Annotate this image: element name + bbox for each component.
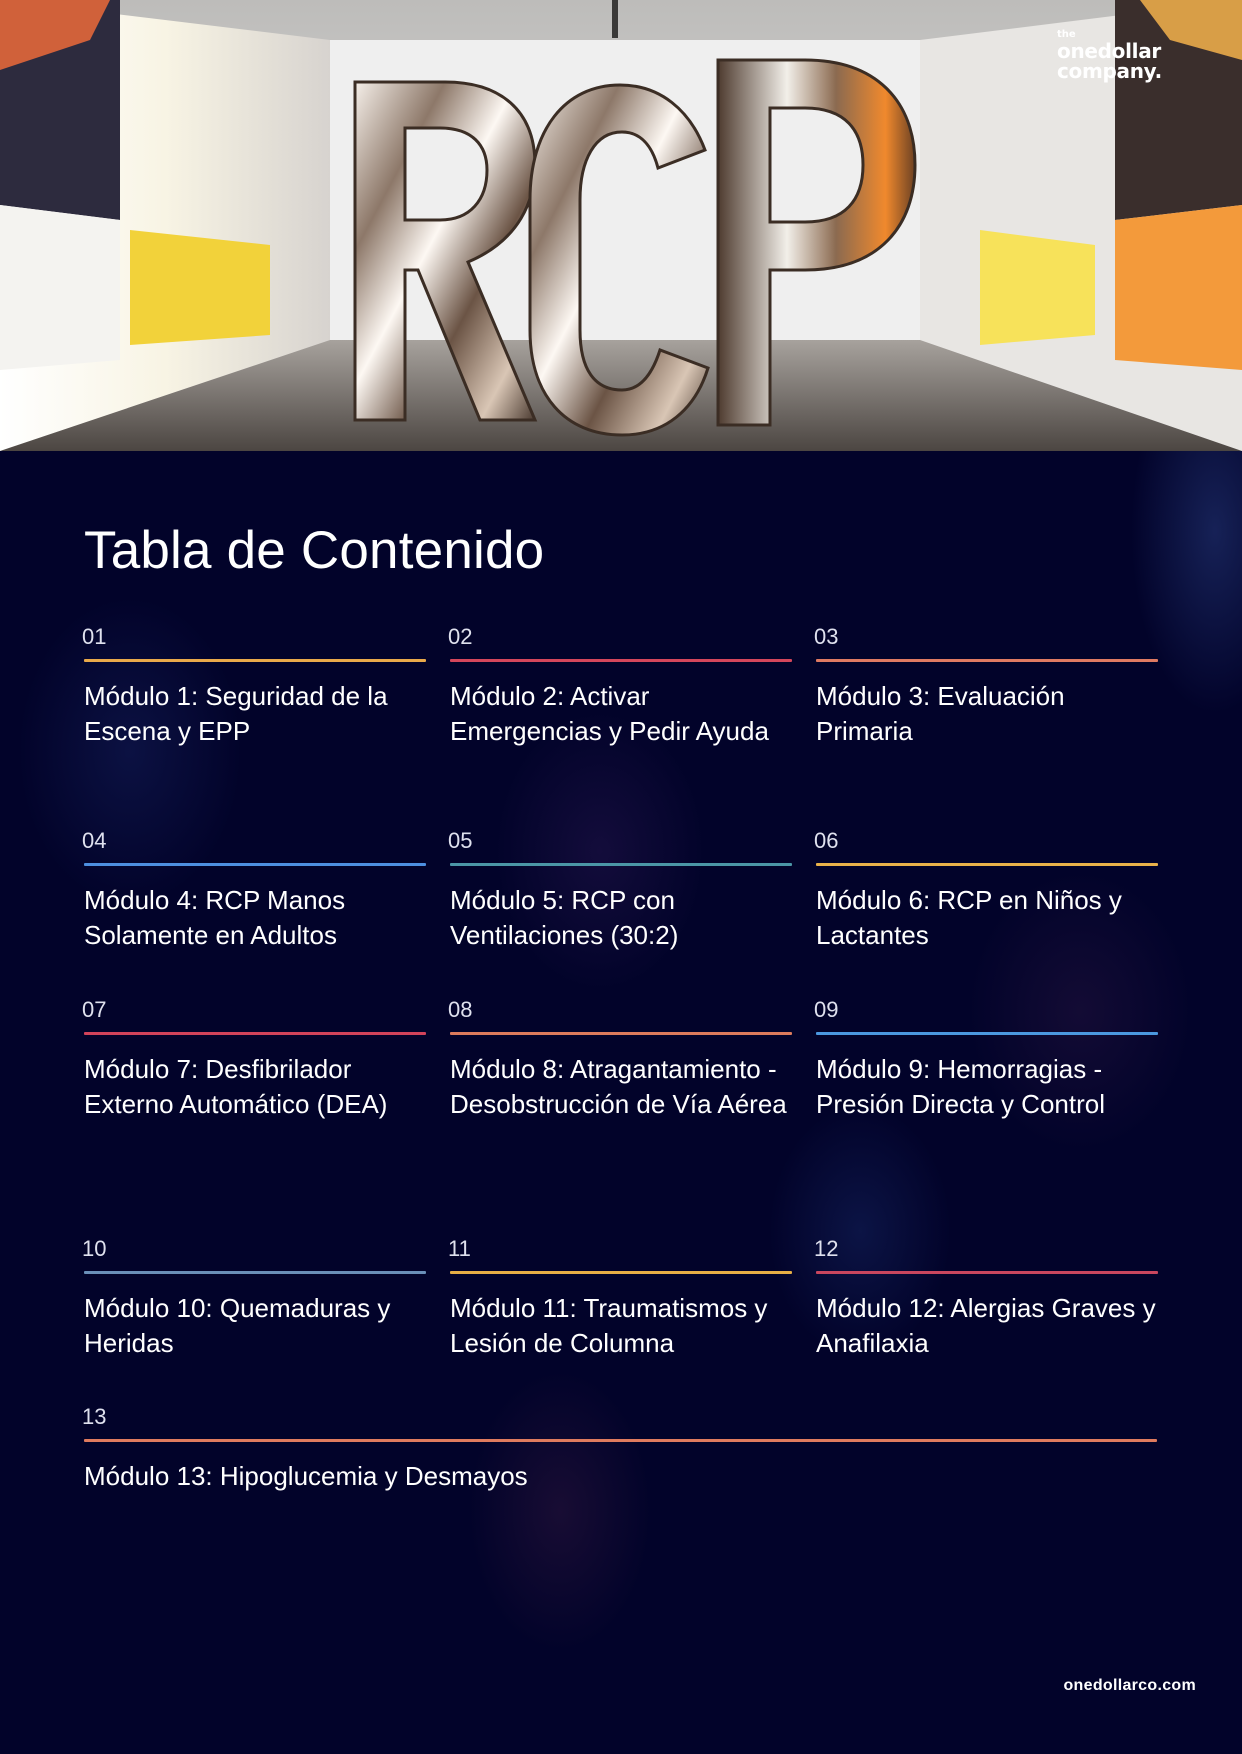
module-title: Módulo 5: RCP con Ventilaciones (30:2)	[450, 885, 679, 950]
module-number: 03	[814, 624, 839, 649]
toc-item-04[interactable]	[84, 826, 426, 953]
module-title: Módulo 3: Evaluación Primaria	[816, 681, 1065, 746]
toc-item-10[interactable]	[84, 1234, 426, 1361]
brand-logo	[1057, 30, 1187, 81]
module-number: 07	[82, 997, 107, 1022]
toc-item-06[interactable]	[816, 826, 1158, 953]
module-title: Módulo 11: Traumatismos y Lesión de Columna	[450, 1293, 768, 1358]
module-title: Módulo 1: Seguridad de la Escena y EPP	[84, 681, 388, 746]
module-number: 05	[448, 828, 473, 853]
module-number: 02	[448, 624, 473, 649]
module-divider	[816, 1271, 1158, 1274]
website-link[interactable]: onedollarco.com	[1063, 1677, 1196, 1694]
module-number: 10	[82, 1236, 107, 1261]
module-divider	[816, 863, 1158, 866]
module-title: Módulo 9: Hemorragias - Presión Directa y Control	[816, 1054, 1105, 1119]
module-title: Módulo 12: Alergias Graves y Anafilaxia	[816, 1293, 1156, 1358]
toc-item-13[interactable]	[84, 1402, 1157, 1494]
module-number: 11	[448, 1236, 471, 1261]
module-number: 13	[82, 1404, 107, 1429]
module-title: Módulo 2: Activar Emergencias y Pedir Ayuda	[450, 681, 769, 746]
logo-line-1: onedollar	[1057, 39, 1161, 63]
module-number: 06	[814, 828, 839, 853]
toc-item-03[interactable]	[816, 622, 1158, 749]
module-divider	[84, 863, 426, 866]
logo-line-2: company.	[1057, 59, 1162, 83]
module-title: Módulo 8: Atragantamiento - Desobstrucción de Vía Aérea	[450, 1054, 787, 1119]
module-number: 08	[448, 997, 473, 1022]
toc-item-07[interactable]	[84, 995, 426, 1122]
module-divider	[450, 1032, 792, 1035]
toc-item-09[interactable]	[816, 995, 1158, 1122]
logo-the: the	[1057, 29, 1076, 40]
module-title: Módulo 4: RCP Manos Solamente en Adultos	[84, 885, 346, 950]
module-number: 09	[814, 997, 839, 1022]
module-title: Módulo 7: Desfibrilador Externo Automático (DEA)	[84, 1054, 388, 1119]
module-divider	[816, 659, 1158, 662]
toc-item-05[interactable]	[450, 826, 792, 953]
toc-item-02[interactable]	[450, 622, 792, 749]
toc-item-01[interactable]	[84, 622, 426, 749]
module-divider	[84, 1271, 426, 1274]
module-number: 04	[82, 828, 107, 853]
module-number: 01	[82, 624, 107, 649]
module-divider	[450, 1271, 792, 1274]
module-title: Módulo 6: RCP en Niños y Lactantes	[816, 885, 1122, 950]
module-divider	[84, 1439, 1157, 1442]
module-number: 12	[814, 1236, 839, 1261]
module-divider	[816, 1032, 1158, 1035]
hero-rcp-illustration	[0, 0, 1242, 451]
module-title: Módulo 13: Hipoglucemia y Desmayos	[84, 1461, 528, 1491]
module-title: Módulo 10: Quemaduras y Heridas	[84, 1293, 391, 1358]
module-divider	[450, 863, 792, 866]
hero-image	[0, 0, 1242, 451]
toc-item-12[interactable]	[816, 1234, 1158, 1361]
page-title: Tabla de Contenido	[84, 521, 545, 580]
toc-item-08[interactable]	[450, 995, 792, 1122]
module-divider	[450, 659, 792, 662]
module-divider	[84, 659, 426, 662]
toc-item-11[interactable]	[450, 1234, 792, 1361]
module-divider	[84, 1032, 426, 1035]
